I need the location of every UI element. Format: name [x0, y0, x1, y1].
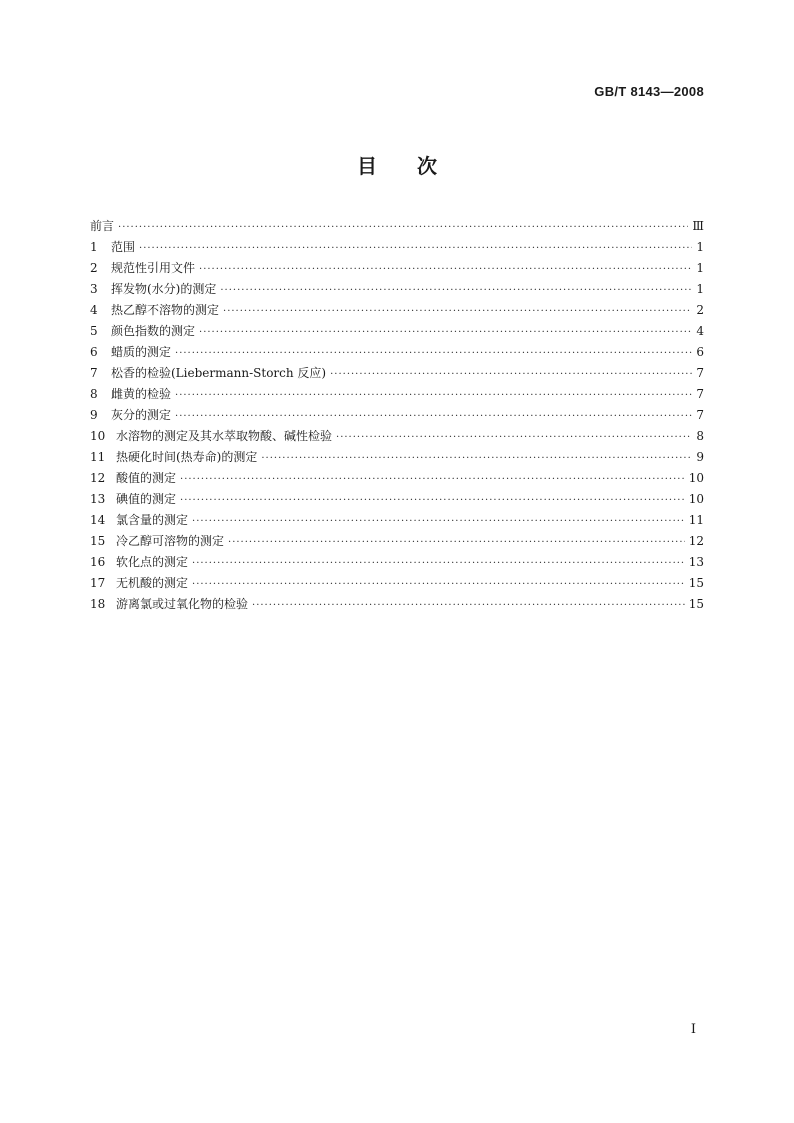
toc-entry-number: 5: [90, 324, 98, 338]
toc-entry-title: 酸值的测定: [116, 471, 177, 485]
toc-entry-page: 1: [696, 240, 704, 254]
toc-entry-page: 7: [696, 387, 704, 401]
toc-entry-page: 7: [696, 408, 704, 422]
toc-entry[interactable]: [90, 237, 704, 258]
toc-leader-dots: [220, 280, 692, 301]
toc-entry-number: 13: [90, 492, 106, 506]
toc-leader-dots: [336, 427, 692, 448]
toc-leader-dots: [192, 574, 685, 595]
toc-entry-number: 2: [90, 261, 98, 275]
toc-leader-dots: [199, 259, 692, 280]
toc-entry-page: 6: [696, 345, 704, 359]
toc-entry-page: Ⅲ: [692, 219, 704, 233]
toc-leader-dots: [139, 238, 692, 259]
toc-leader-dots: [261, 448, 692, 469]
toc-entry-number: 8: [90, 387, 98, 401]
toc-entry-title: 挥发物(水分)的测定: [111, 282, 217, 296]
toc-entry-page: 11: [688, 513, 704, 527]
toc-entry-number: 11: [90, 450, 106, 464]
toc-entry[interactable]: [90, 510, 704, 531]
toc-entry-title: 热硬化时间(热寿命)的测定: [116, 450, 258, 464]
toc-entry-title: 范围: [111, 240, 136, 254]
toc-entry-number: 10: [90, 429, 106, 443]
toc-entry[interactable]: [90, 405, 704, 426]
toc-entry[interactable]: [90, 342, 704, 363]
toc-entry[interactable]: [90, 300, 704, 321]
toc-leader-dots: [330, 364, 692, 385]
toc-entry-page: 2: [696, 303, 704, 317]
toc-entry-title: 蜡质的测定: [111, 345, 172, 359]
toc-leader-dots: [199, 322, 692, 343]
toc-entry-page: 1: [696, 261, 704, 275]
toc-leader-dots: [192, 553, 685, 574]
toc-entry[interactable]: [90, 573, 704, 594]
toc-entry-page: 4: [696, 324, 704, 338]
toc-entry[interactable]: [90, 363, 704, 384]
toc-entry-title: 软化点的测定: [116, 555, 189, 569]
toc-entry-title: 前言: [90, 219, 115, 233]
toc-leader-dots: [180, 469, 685, 490]
toc-leader-dots: [223, 301, 692, 322]
toc-entry-number: 9: [90, 408, 98, 422]
toc-entry[interactable]: [90, 258, 704, 279]
toc-entry[interactable]: [90, 384, 704, 405]
toc-entry-title: 无机酸的测定: [116, 576, 189, 590]
toc-entry-title: 热乙醇不溶物的测定: [111, 303, 220, 317]
toc-entry-title: 氯含量的测定: [116, 513, 189, 527]
toc-entry-title: 冷乙醇可溶物的测定: [116, 534, 225, 548]
toc-leader-dots: [175, 343, 692, 364]
toc-entry[interactable]: [90, 489, 704, 510]
toc-entry-page: 13: [688, 555, 704, 569]
toc-entry-number: 18: [90, 597, 106, 611]
toc-entry-title: 雌黄的检验: [111, 387, 172, 401]
toc-entry[interactable]: [90, 279, 704, 300]
toc-entry-number: 17: [90, 576, 106, 590]
toc-leader-dots: [180, 490, 685, 511]
toc-entry-page: 10: [688, 492, 704, 506]
toc-entry-number: 4: [90, 303, 98, 317]
toc-leader-dots: [192, 511, 685, 532]
toc-leader-dots: [118, 217, 688, 238]
toc-entry-number: 15: [90, 534, 106, 548]
toc-entry-page: 15: [688, 597, 704, 611]
toc-entry-title: 水溶物的测定及其水萃取物酸、碱性检验: [116, 429, 333, 443]
toc-entry-page: 10: [688, 471, 704, 485]
toc-entry-page: 1: [696, 282, 704, 296]
toc-title-char: 目: [357, 154, 377, 178]
toc-entry[interactable]: [90, 468, 704, 489]
toc-entry-page: 7: [696, 366, 704, 380]
toc-entry-page: 15: [688, 576, 704, 590]
toc-entry-number: 7: [90, 366, 98, 380]
toc-entry[interactable]: [90, 426, 704, 447]
toc-entry-title: 规范性引用文件: [111, 261, 196, 275]
toc-entry-page: 8: [696, 429, 704, 443]
toc-entry-page: 12: [688, 534, 704, 548]
toc-entry-title: 灰分的测定: [111, 408, 172, 422]
toc-entry[interactable]: [90, 594, 704, 615]
toc-entry[interactable]: [90, 216, 704, 237]
toc-leader-dots: [252, 595, 685, 616]
toc-list: [90, 216, 704, 615]
toc-entry-number: 3: [90, 282, 98, 296]
toc-entry-title: 松香的检验(Liebermann-Storch 反应): [111, 366, 327, 380]
toc-entry-page: 9: [696, 450, 704, 464]
toc-leader-dots: [175, 406, 692, 427]
toc-entry[interactable]: [90, 531, 704, 552]
toc-entry[interactable]: [90, 552, 704, 573]
toc-entry[interactable]: [90, 447, 704, 468]
toc-leader-dots: [175, 385, 692, 406]
toc-entry-number: 1: [90, 240, 98, 254]
toc-entry-title: 碘值的测定: [116, 492, 177, 506]
page-number: I: [690, 1022, 696, 1037]
toc-entry-number: 16: [90, 555, 106, 569]
toc-entry-title: 颜色指数的测定: [111, 324, 196, 338]
toc-leader-dots: [228, 532, 685, 553]
toc-entry-title: 游离氯或过氧化物的检验: [116, 597, 249, 611]
toc-entry-number: 14: [90, 513, 106, 527]
toc-entry-number: 6: [90, 345, 98, 359]
standard-code: GB/T 8143—2008: [594, 84, 704, 99]
toc-title: [0, 150, 794, 179]
toc-entry-number: 12: [90, 471, 106, 485]
toc-entry[interactable]: [90, 321, 704, 342]
toc-title-char: 次: [417, 154, 437, 178]
